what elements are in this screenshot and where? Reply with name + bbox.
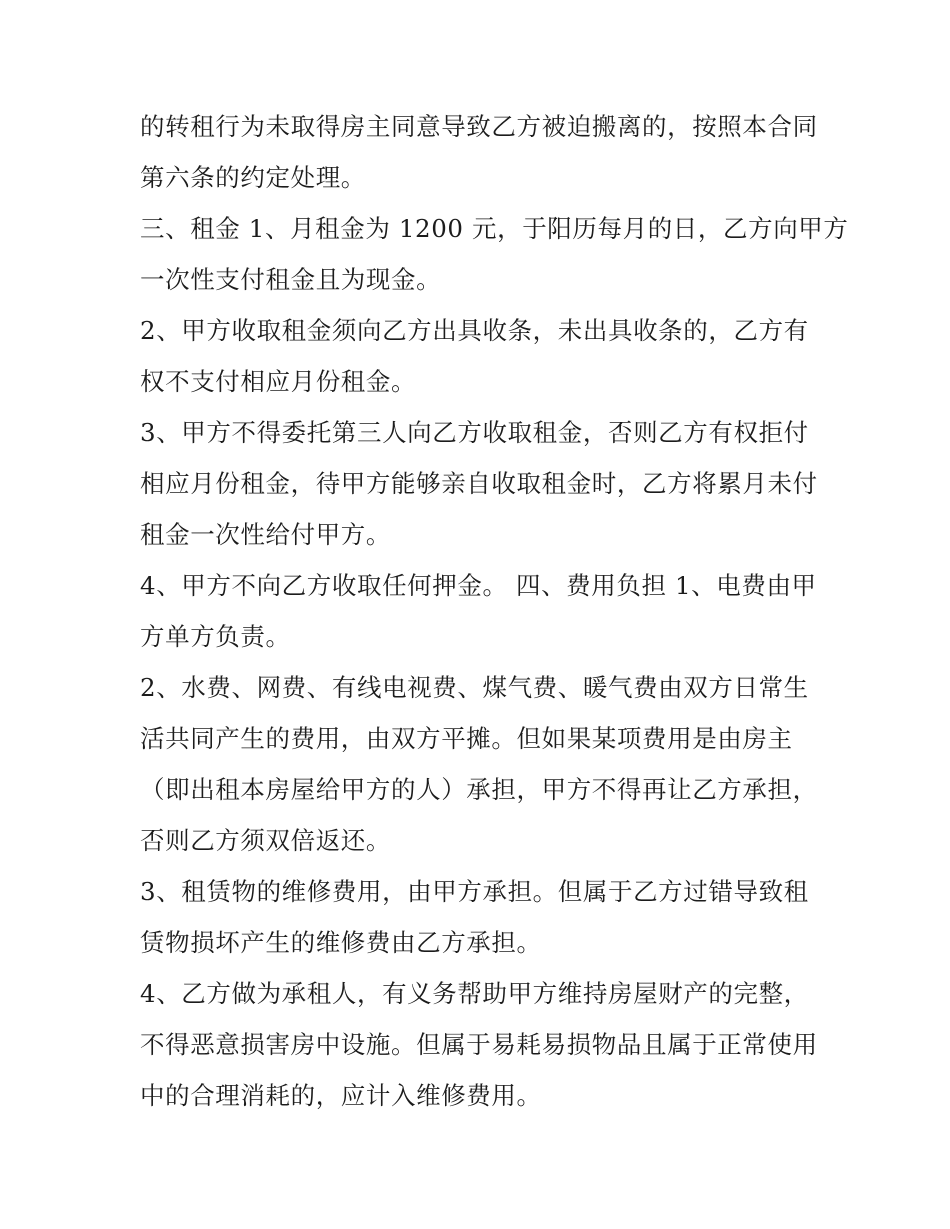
text-line: 租金一次性给付甲方。 [140, 520, 391, 549]
text-line: 方单方负责。 [140, 622, 291, 651]
text-line: 4、甲方不向乙方收取任何押金。 四、费用负担 1、电费由甲 [140, 571, 817, 600]
text-line: 一次性支付租金且为现金。 [140, 265, 442, 294]
text-line: 三、租金 1、月租金为 1200 元，于阳历每月的日，乙方向甲方 [140, 214, 849, 243]
paragraph-sublease-continuation [140, 101, 820, 203]
text-line: 3、甲方不得委托第三人向乙方收取租金，否则乙方有权拒付 [140, 418, 809, 447]
text-line: 第六条的约定处理。 [140, 163, 366, 192]
text-line: 的转租行为未取得房主同意导致乙方被迫搬离的，按照本合同 [140, 112, 818, 141]
paragraph-fees-clause-2 [140, 662, 820, 866]
text-line: 2、水费、网费、有线电视费、煤气费、暖气费由双方日常生 [140, 673, 809, 702]
paragraph-fees-clause-3 [140, 866, 820, 968]
text-line: 3、租赁物的维修费用，由甲方承担。但属于乙方过错导致租 [140, 877, 809, 906]
text-line: 2、甲方收取租金须向乙方出具收条，未出具收条的，乙方有 [140, 316, 809, 345]
paragraph-rent-clause-1 [140, 203, 849, 305]
paragraph-fees-clause-4 [140, 968, 820, 1121]
text-line: 活共同产生的费用，由双方平摊。但如果某项费用是由房主 [140, 724, 793, 753]
paragraph-deposit-and-fees-clause-1 [140, 560, 820, 662]
text-line: 否则乙方须双倍返还。 [140, 826, 391, 855]
paragraph-rent-clause-3 [140, 407, 820, 560]
text-line: （即出租本房屋给甲方的人）承担，甲方不得再让乙方承担， [140, 775, 818, 804]
text-line: 4、乙方做为承租人，有义务帮助甲方维持房屋财产的完整， [140, 979, 809, 1008]
document-body [140, 101, 849, 1121]
text-line: 相应月份租金，待甲方能够亲自收取租金时，乙方将累月未付 [140, 469, 818, 498]
text-line: 权不支付相应月份租金。 [140, 367, 417, 396]
text-line: 中的合理消耗的，应计入维修费用。 [140, 1081, 542, 1110]
text-line: 赁物损坏产生的维修费由乙方承担。 [140, 928, 542, 957]
paragraph-rent-clause-2 [140, 305, 820, 407]
text-line: 不得恶意损害房中设施。但属于易耗易损物品且属于正常使用 [140, 1030, 818, 1059]
